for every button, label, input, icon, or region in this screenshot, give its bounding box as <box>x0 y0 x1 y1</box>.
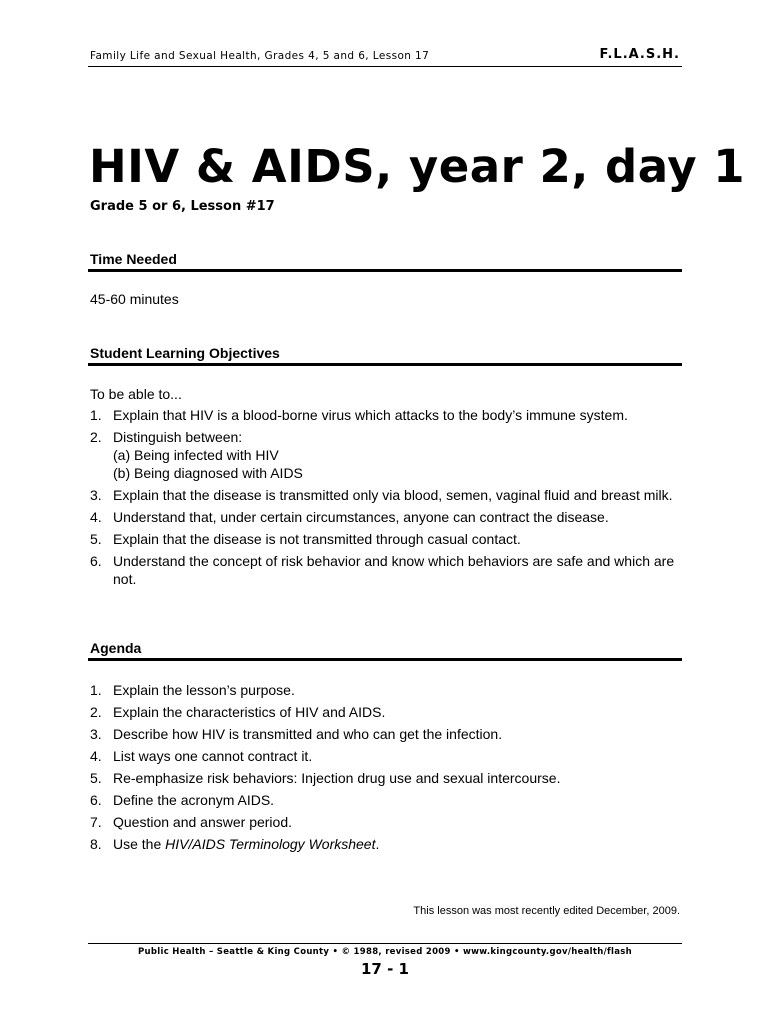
list-item-number: 4. <box>90 748 102 764</box>
list-item-text: Describe how HIV is transmitted and who can get the infection. <box>113 726 503 742</box>
list-item-text: Define the acronym AIDS. <box>113 792 275 808</box>
list-item <box>90 486 680 504</box>
list-item-number: 3. <box>90 487 102 503</box>
list-item <box>90 530 680 548</box>
page-number: 17 - 1 <box>361 960 409 978</box>
list-subitem: (a) Being infected with HIV <box>113 447 279 463</box>
list-item-text: List ways one cannot contract it. <box>113 748 313 764</box>
list-item-text: Distinguish between: <box>113 429 243 445</box>
list-item-text: Question and answer period. <box>113 814 292 830</box>
footer-divider <box>88 943 682 944</box>
list-item <box>90 428 680 482</box>
objectives-intro: To be able to... <box>90 386 182 402</box>
program-name: F.L.A.S.H. <box>599 47 680 62</box>
list-item-number: 1. <box>90 682 102 698</box>
list-item-number: 4. <box>90 509 102 525</box>
list-item <box>90 552 680 588</box>
agenda-divider <box>88 658 682 661</box>
list-item <box>90 769 680 787</box>
list-item <box>90 813 680 831</box>
list-item-text: Explain the lesson’s purpose. <box>113 682 295 698</box>
list-item-number: 5. <box>90 770 102 786</box>
time-needed-divider <box>88 269 682 272</box>
list-item-number: 6. <box>90 553 102 569</box>
list-item-number: 7. <box>90 814 102 830</box>
edit-note: This lesson was most recently edited December, 2009. <box>413 905 680 917</box>
objectives-divider <box>88 363 682 366</box>
list-item-number: 3. <box>90 726 102 742</box>
list-item-text: Use the <box>113 836 166 852</box>
list-item-number: 2. <box>90 429 102 445</box>
list-item-number: 1. <box>90 407 102 423</box>
course-title: Family Life and Sexual Health, Grades 4, 5 and 6, Lesson 17 <box>90 50 430 62</box>
list-item-number: 6. <box>90 792 102 808</box>
list-item-text: Explain that the disease is not transmitted through casual contact. <box>113 531 521 547</box>
list-item <box>90 681 680 699</box>
time-needed-value: 45-60 minutes <box>90 291 179 307</box>
list-item-number: 2. <box>90 704 102 720</box>
list-item <box>90 406 680 424</box>
list-item-number: 5. <box>90 531 102 547</box>
lesson-subtitle: Grade 5 or 6, Lesson #17 <box>90 199 275 214</box>
worksheet-title: HIV/AIDS Terminology Worksheet <box>165 836 376 852</box>
time-needed-heading: Time Needed <box>90 251 177 267</box>
list-item-number: 8. <box>90 836 102 852</box>
list-item <box>90 835 680 853</box>
header-divider <box>88 66 682 67</box>
list-item-text: Understand that, under certain circumstances, anyone can contract the disease. <box>113 509 609 525</box>
list-item <box>90 747 680 765</box>
objectives-list <box>90 406 680 588</box>
list-item-text: Explain that HIV is a blood-borne virus which attacks to the body’s immune system. <box>113 407 628 423</box>
lesson-title: HIV & AIDS, year 2, day 1 <box>89 140 746 193</box>
list-item <box>90 725 680 743</box>
list-item-text-end: . <box>375 836 380 852</box>
objectives-heading: Student Learning Objectives <box>90 345 280 361</box>
list-item-text: Understand the concept of risk behavior and know which behaviors are safe and which are not. <box>113 553 675 587</box>
list-item-text: Re-emphasize risk behaviors: Injection drug use and sexual intercourse. <box>113 770 561 786</box>
list-item-text: Explain the characteristics of HIV and AIDS. <box>113 704 386 720</box>
list-subitem: (b) Being diagnosed with AIDS <box>113 465 303 481</box>
agenda-list <box>90 681 680 853</box>
list-item <box>90 703 680 721</box>
agenda-heading: Agenda <box>90 640 142 656</box>
footer-credit: Public Health – Seattle & King County • © 1988, revised 2009 • www.kingcounty.gov/health/flash <box>138 947 632 957</box>
list-item <box>90 791 680 809</box>
list-item <box>90 508 680 526</box>
list-item-text: Explain that the disease is transmitted only via blood, semen, vaginal fluid and breast milk. <box>113 487 673 503</box>
